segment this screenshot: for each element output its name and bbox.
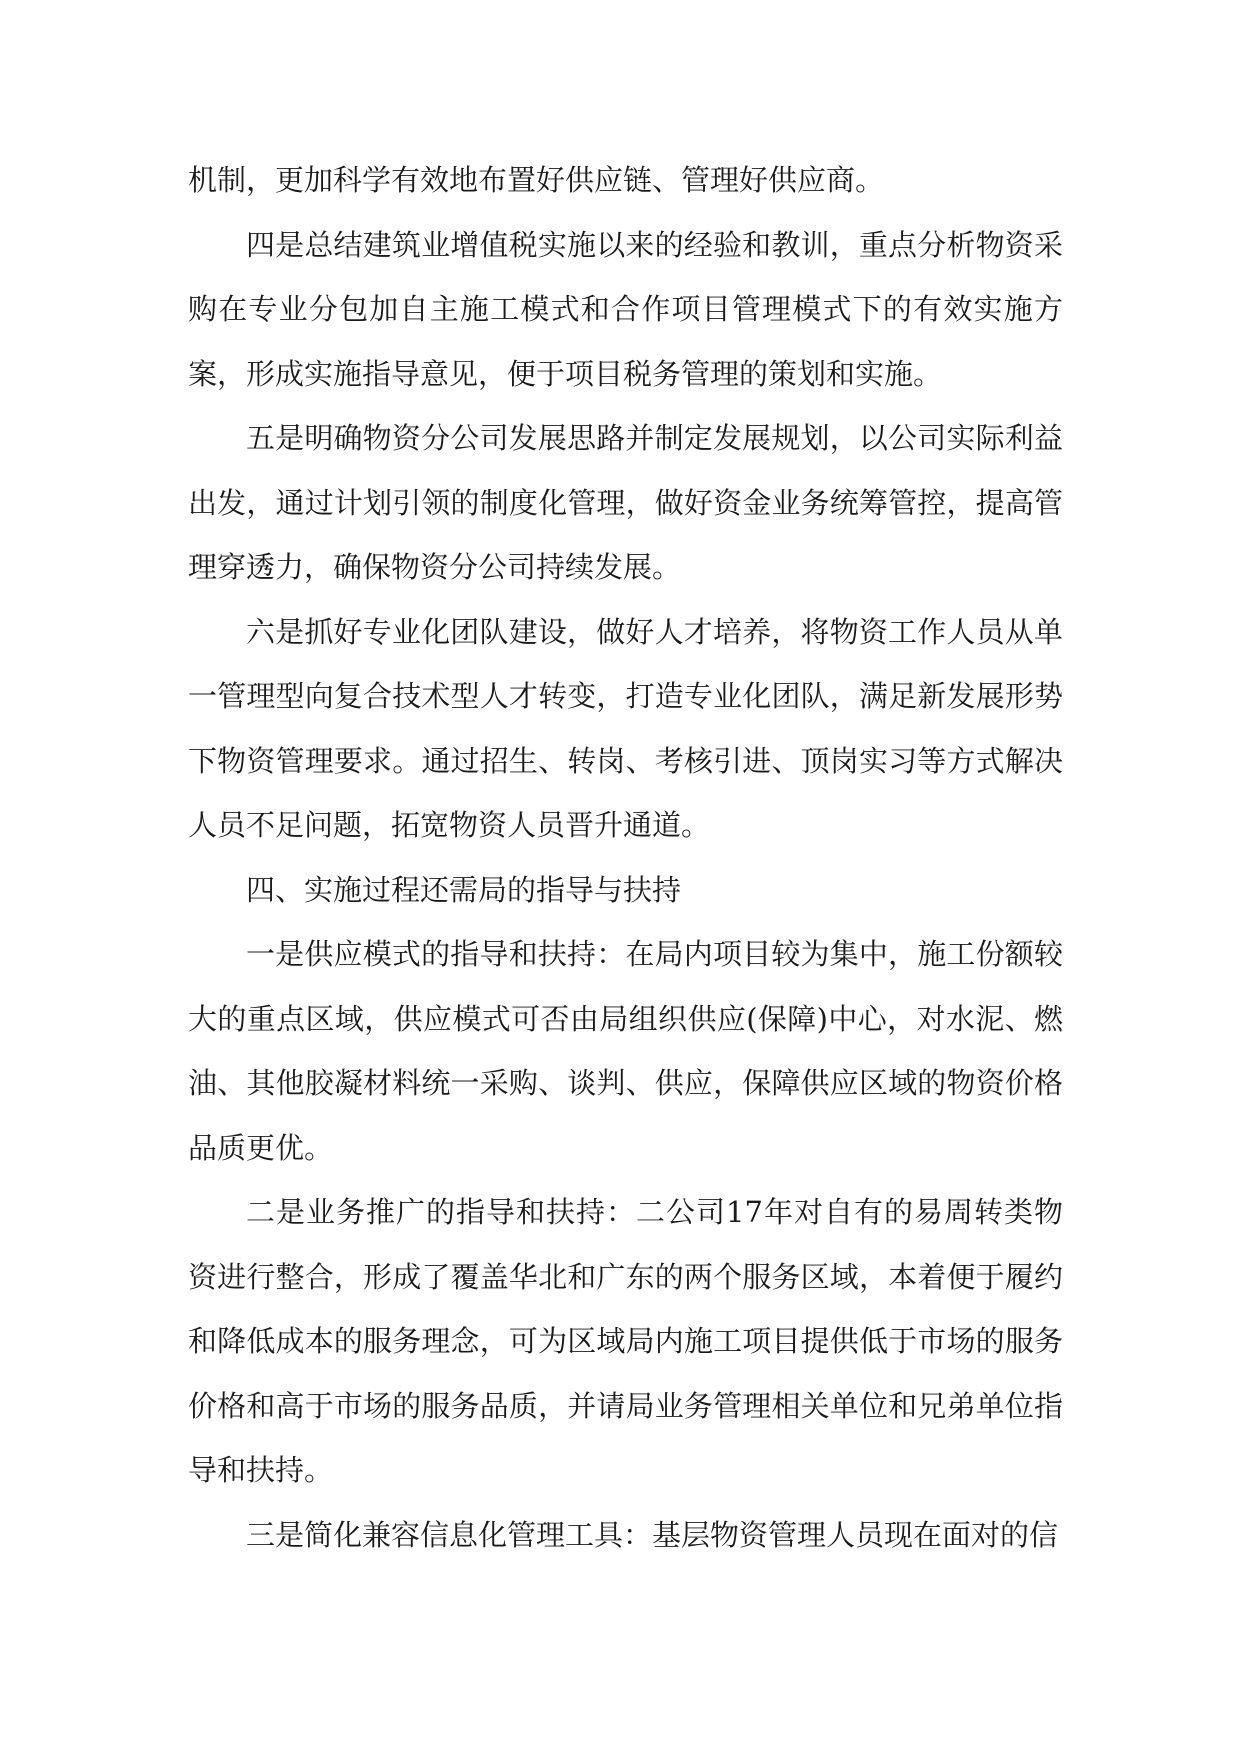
paragraph-continuation: 机制，更加科学有效地布置好供应链、管理好供应商。: [188, 163, 885, 197]
paragraph-support-one: 一是供应模式的指导和扶持：在局内项目较为集中，施工份额较大的重点区域，供应模式可否由局组织供应(保障)中心，对水泥、燃油、其他胶凝材料统一采购、谈判、供应，保障供应区域的物资价格品质更优。: [188, 937, 1063, 1165]
paragraph-support-three: 三是简化兼容信息化管理工具：基层物资管理人员现在面对的信: [246, 1517, 1059, 1552]
paragraph-support-two: 二是业务推广的指导和扶持：二公司17年对自有的易周转类物资进行整合，形成了覆盖华北和广东的两个服务区域，本着便于履约和降低成本的服务理念，可为区域局内施工项目提供低于市场的服务价格和高于市场的服务品质，并请局业务管理相关单位和兄弟单位指导和扶持。: [188, 1195, 1063, 1487]
body-text: [188, 148, 1063, 1567]
paragraph-item-five: 五是明确物资分公司发展思路并制定发展规划，以公司实际利益出发，通过计划引领的制度化管理，做好资金业务统筹管控，提高管理穿透力，确保物资分公司持续发展。: [188, 421, 1063, 584]
paragraph-item-six: 六是抓好专业化团队建设，做好人才培养，将物资工作人员从单一管理型向复合技术型人才转变，打造专业化团队，满足新发展形势下物资管理要求。通过招生、转岗、考核引进、顶岗实习等方式解决人员不足问题，拓宽物资人员晋升通道。: [188, 614, 1063, 842]
section-heading: 四、实施过程还需局的指导与扶持: [246, 872, 682, 907]
paragraph-item-four: 四是总结建筑业增值税实施以来的经验和教训，重点分析物资采购在专业分包加自主施工模式和合作项目管理模式下的有效实施方案，形成实施指导意见，便于项目税务管理的策划和实施。: [188, 227, 1063, 391]
